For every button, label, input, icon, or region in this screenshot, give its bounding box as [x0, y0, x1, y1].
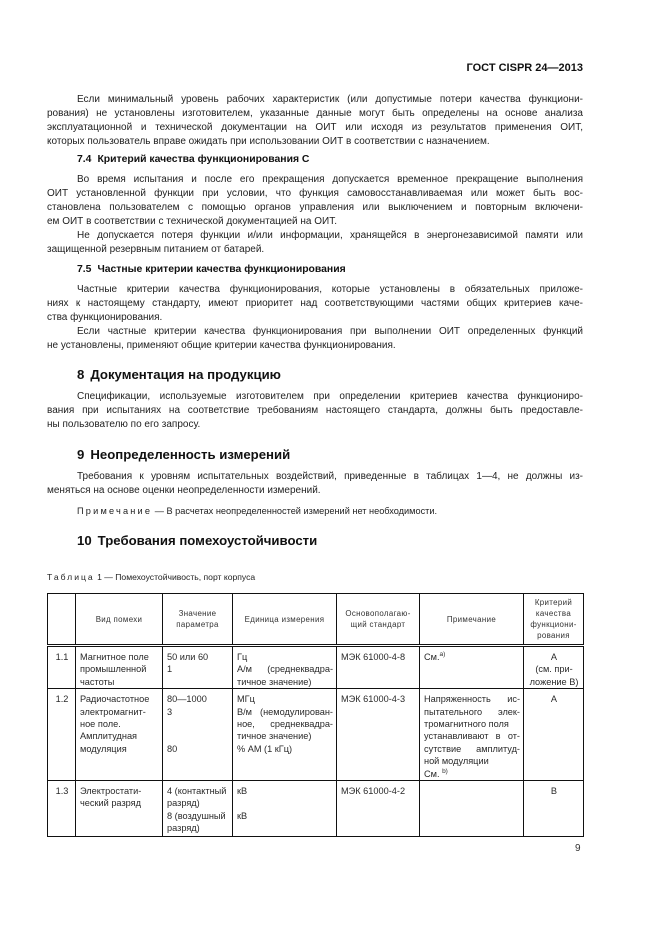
header-line: щий стандарт [350, 620, 406, 629]
section-number: 7.4 [77, 154, 92, 165]
cell-line: Гц [237, 652, 248, 662]
section-10-heading [47, 533, 613, 549]
cell-line: ной модуляции [424, 756, 489, 767]
cell-base-standard [337, 780, 420, 836]
section-title: Неопределенность измерений [90, 447, 291, 462]
table-row [48, 646, 584, 689]
cell-line: МЭК 61000-4-2 [341, 785, 406, 796]
table-row [48, 780, 584, 836]
cell-line: модуляция [80, 743, 127, 754]
header-line: Основополагаю- [345, 609, 411, 618]
section-9-heading [47, 447, 613, 463]
table-caption-label: Таблица [47, 572, 95, 582]
text-line: эксплуатационной и технической документации на ОИТ или исходя из результатов применения ОИТ, [47, 122, 583, 133]
footnote-reference: а) [439, 651, 446, 658]
cell-line: 4 (контактный [167, 785, 227, 796]
cell-line: пытательного элек- [424, 706, 520, 717]
header-performance-criterion [524, 594, 584, 646]
cell-line: См.$^{а)}$ [424, 651, 446, 662]
header-line: рования [537, 631, 570, 640]
text-line: меняться на основе оценки неопределенности измерений. [47, 485, 321, 496]
header-line: качества [535, 609, 572, 618]
table-header-row [48, 594, 584, 646]
cell-line: 1.2 [55, 694, 69, 705]
cell-parameter-value [163, 780, 233, 836]
note-text: — В расчетах неопределенностей измерений нет необходимости. [152, 506, 438, 516]
section-title: Требования помехоустойчивости [97, 533, 318, 548]
cell-line: Электростати- [80, 785, 142, 796]
table-header [48, 594, 584, 646]
table-caption-text: 1 — Помехоустойчивость, порт корпуса [94, 572, 256, 582]
cell-line: МГц [237, 694, 255, 705]
cell-line: 1 [167, 664, 173, 675]
cell-line: промышленной [80, 664, 147, 675]
header-line: Единица измерения [244, 614, 325, 624]
section-7-4-paragraph-1 [47, 173, 583, 229]
cell-line: ное поле. [80, 718, 121, 729]
header-line: параметра [176, 620, 219, 629]
text-line: не установлены, применяют общие критерии качества функционирования. [47, 340, 396, 351]
section-number: 8 [77, 367, 85, 382]
cell-line: В [550, 785, 558, 796]
cell-line: тичное значение) [237, 731, 312, 742]
cell-note [420, 780, 524, 836]
cell-line [237, 797, 333, 809]
intro-paragraph [47, 93, 583, 149]
cell-line: 80 [167, 743, 178, 754]
cell-interference-type [76, 689, 163, 781]
cell-note [420, 689, 524, 781]
cell-line: В/м (немодулирован- [237, 706, 333, 717]
text-line: Не допускается потеря функции и/или информации, хранящейся в энергонезависимой памяти или [77, 230, 583, 241]
cell-parameter-value [163, 689, 233, 781]
header-note [420, 594, 524, 646]
cell-performance-criterion [524, 689, 584, 781]
cell-line: электромагнит- [80, 706, 146, 717]
text-line: Спецификации, используемые изготовителем при определении критериев качества функциониро- [77, 391, 583, 402]
cell-note [420, 646, 524, 689]
cell-line: Амплитудная [80, 731, 138, 742]
cell-row-number [48, 689, 76, 781]
cell-row-number [48, 780, 76, 836]
text-line: Если минимальный уровень рабочих характеристик (или допустимые потери качества функциони- [77, 94, 583, 105]
page-number: 9 [575, 843, 581, 854]
cell-line: сутствие амплитуд- [424, 743, 520, 754]
cell-line: разряд) [167, 823, 200, 834]
section-7-5-paragraph-1 [47, 283, 583, 325]
cell-line: МЭК 61000-4-8 [341, 652, 406, 662]
section-8-paragraph [47, 390, 583, 432]
cell-line: А/м (среднеквадра- [237, 664, 333, 675]
cell-line: % АМ (1 кГц) [237, 743, 293, 754]
section-title: Критерий качества функционирования С [97, 154, 310, 165]
cell-line: 50 или 60 [167, 652, 209, 662]
section-9-paragraph [47, 470, 583, 498]
cell-line: кВ [237, 785, 248, 796]
section-8-heading [47, 367, 613, 383]
cell-row-number [48, 646, 76, 689]
header-interference-type [76, 594, 163, 646]
header-unit [233, 594, 337, 646]
cell-line: ное, среднеквадра- [237, 718, 333, 729]
cell-line: тичное значение) [237, 676, 312, 687]
cell-line: разряд) [167, 798, 200, 809]
section-7-5-heading [47, 263, 613, 277]
section-number: 9 [77, 447, 85, 462]
cell-line: 1.1 [55, 652, 69, 662]
text-line: защищенной резервным питанием от батарей. [47, 244, 265, 255]
text-line: становлена пользователем с помощью органов управления или выключением и повторным включени- [47, 202, 583, 213]
header-base-standard [337, 594, 420, 646]
section-7-5-paragraph-2 [47, 325, 583, 353]
section-7-4-heading [47, 153, 613, 167]
cell-line: частоты [80, 676, 115, 687]
section-number: 7.5 [77, 264, 92, 275]
immunity-table [47, 593, 584, 837]
cell-line: Радиочастотное [80, 694, 150, 705]
text-line: ем ОИТ в соответствии с технической документацией на ОИТ. [47, 216, 337, 227]
cell-interference-type [76, 780, 163, 836]
text-line: Если частные критерии качества функционирования при выполнении ОИТ определенных функций [77, 326, 583, 337]
footnote-reference: b) [442, 767, 448, 775]
cell-line: (см. при- [535, 664, 573, 675]
header-line: Значение [178, 609, 217, 618]
cell-line: Напряженность ис- [424, 694, 520, 705]
header-line: Вид помехи [95, 614, 143, 624]
cell-line: кВ [237, 810, 248, 821]
cell-line [167, 730, 229, 742]
cell-line [167, 718, 229, 730]
document-id-header: ГОСТ CISPR 24—2013 [466, 62, 583, 74]
cell-line: А [550, 652, 558, 662]
cell-line: 1.3 [55, 785, 69, 796]
table-body [48, 646, 584, 837]
text-line: рования) не установлены изготовителем, указанные данные могут быть определены на основе анализа [47, 108, 583, 119]
cell-unit [233, 689, 337, 781]
header-line: функциони- [530, 620, 577, 629]
cell-unit [233, 646, 337, 689]
cell-parameter-value [163, 646, 233, 689]
cell-line: устанавливают в от- [424, 731, 520, 742]
cell-unit [233, 780, 337, 836]
cell-line: МЭК 61000-4-3 [341, 694, 406, 705]
cell-base-standard [337, 646, 420, 689]
header-row-number [48, 594, 76, 646]
cell-performance-criterion [524, 646, 584, 689]
cell-line: Магнитное поле [80, 652, 149, 662]
cell-line: А [550, 694, 558, 705]
text-line: ОИТ установленной функции при условии, что функция самовосстанавливаемая или может быть вос- [47, 188, 583, 199]
cell-base-standard [337, 689, 420, 781]
cell-line: 3 [167, 706, 173, 717]
text-line: вания при испытаниях на соответствие требованиям настоящего стандарта, должны быть предоставле- [47, 405, 583, 416]
table-row [48, 689, 584, 781]
cell-line: 80—1000 [167, 694, 207, 705]
header-line: Критерий [534, 598, 573, 607]
table-caption [47, 571, 583, 583]
cell-line: 8 (воздушный [167, 810, 226, 821]
note-label: Примечание [77, 506, 153, 516]
section-title: Документация на продукцию [90, 367, 281, 382]
header-line: Примечание [446, 614, 497, 624]
text-line: ниях к настоящему стандарту, имеют приоритет над соответствующими частями общих критериев каче- [47, 298, 583, 309]
section-number: 10 [77, 533, 92, 548]
cell-performance-criterion [524, 780, 584, 836]
header-parameter-value [163, 594, 233, 646]
text-line: ны пользователю по его запросу. [47, 419, 201, 430]
section-7-4-paragraph-2 [47, 229, 583, 257]
cell-line: См. $^{b)}$ [424, 767, 448, 779]
text-line: Во время испытания и после его прекращения допускается временное прекращение выполнения [77, 174, 583, 185]
section-title: Частные критерии качества функционирования [97, 264, 346, 275]
text-line: Частные критерии качества функционирования, которые установлены в обязательных приложе- [77, 284, 583, 295]
text-line: Требования к уровням испытательных воздействий, приведенные в таблицах 1—4, не должны из- [77, 471, 583, 482]
cell-interference-type [76, 646, 163, 689]
cell-line: ческий разряд [80, 798, 141, 809]
cell-line: ложение В) [529, 676, 579, 687]
text-line: ства функционирования. [47, 312, 163, 323]
section-9-note [47, 504, 613, 518]
text-line: которых пользователь вправе ожидать при использовании ОИТ в соответствии с назначением. [47, 136, 490, 147]
cell-line: тромагнитного поля [424, 718, 509, 729]
